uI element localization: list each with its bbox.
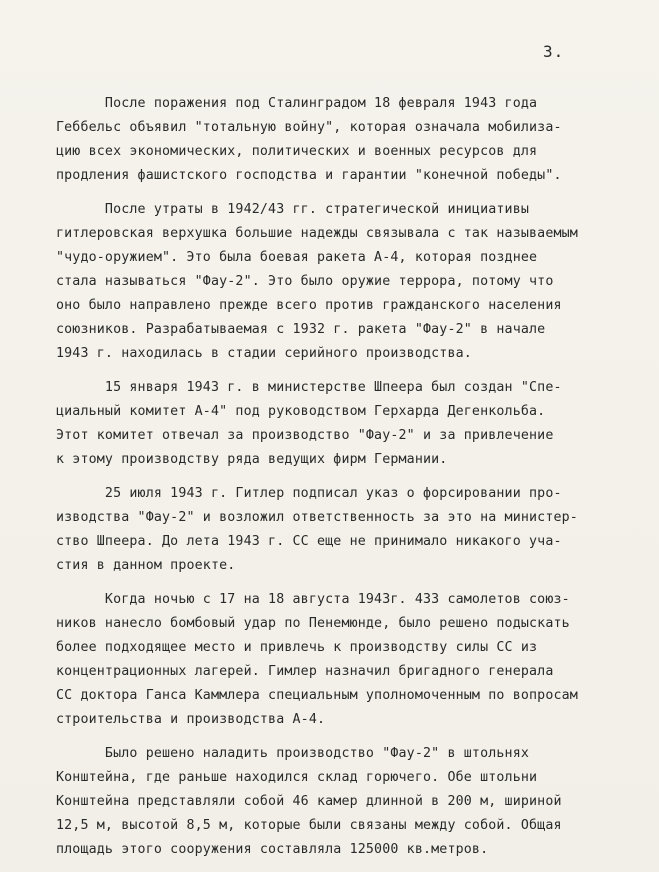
text-line: "чудо-оружием". Это была боевая ракета А-4, которая позднее [56,250,538,265]
text-line: гитлеровская верхушка большие надежды связывала с так называемым [56,226,578,241]
text-line: циальный комитет А-4" под руководством Герхарда Дегенкольба. [56,404,546,419]
text-line: Конштейна, где раньше находился склад горючего. Обе штольни [56,770,538,785]
text-line: Этот комитет отвечал за производство "Фау-2" и за привлечение [56,428,554,443]
text-line: стала называться "Фау-2". Это было оружие террора, потому что [56,274,554,289]
text-line: ство Шпеера. До лета 1943 г. СС еще не принимало никакого уча- [56,534,562,549]
paragraph-2 [56,198,654,366]
text-line: Когда ночью с 17 на 18 августа 1943г. 433 самолетов союз- [56,592,570,607]
text-line: союзников. Разрабатываемая с 1932 г. ракета "Фау-2" в начале [56,322,546,337]
text-line: ников нанесло бомбовый удар по Пенемюнде, было решено подыскать [56,616,570,631]
paragraph-6 [56,742,654,862]
page-number: 3. [543,42,565,61]
text-line: 12,5 м, высотой 8,5 м, которые были связаны между собой. Общая [56,818,562,833]
text-line: строительства и производства А-4. [56,712,326,727]
text-line: концентрационных лагерей. Гимлер назначил бригадного генерала [56,664,554,679]
paragraph-3 [56,376,654,472]
paragraph-4 [56,482,654,578]
paragraph-1 [56,92,654,188]
text-line: После поражения под Сталинградом 18 февраля 1943 года [56,96,538,111]
text-line: более подходящее место и привлечь к производству силы СС из [56,640,538,655]
text-line: Конштейна представляли собой 46 камер длинной в 200 м, шириной [56,794,562,809]
text-line: изводства "Фау-2" и возложил ответственность за это на министер- [56,510,578,525]
text-line: цию всех экономических, политических и военных ресурсов для [56,144,538,159]
text-line: Геббельс объявил "тотальную войну", которая означала мобилиза- [56,120,562,135]
text-line: площадь этого сооружения составляла 125000 кв.метров. [56,842,489,857]
text-line: 15 января 1943 г. в министерстве Шпеера был создан "Спе- [56,380,562,395]
text-line: стия в данном проекте. [56,558,236,573]
text-line: СС доктора Ганса Каммлера специальным уполномоченным по вопросам [56,688,578,703]
paragraph-5 [56,588,654,732]
text-line: к этому производству ряда ведущих фирм Германии. [56,452,448,467]
text-line: оно было направлено прежде всего против гражданского населения [56,298,562,313]
text-line: 25 июля 1943 г. Гитлер подписал указ о форсировании про- [56,486,562,501]
text-line: продления фашистского господства и гарантии "конечной победы". [56,168,562,183]
text-line: Было решено наладить производство "Фау-2" в штольнях [56,746,530,761]
text-line: После утраты в 1942/43 гг. стратегической инициативы [56,202,530,217]
document-body [56,92,654,872]
text-line: 1943 г. находилась в стадии серийного производства. [56,346,472,361]
